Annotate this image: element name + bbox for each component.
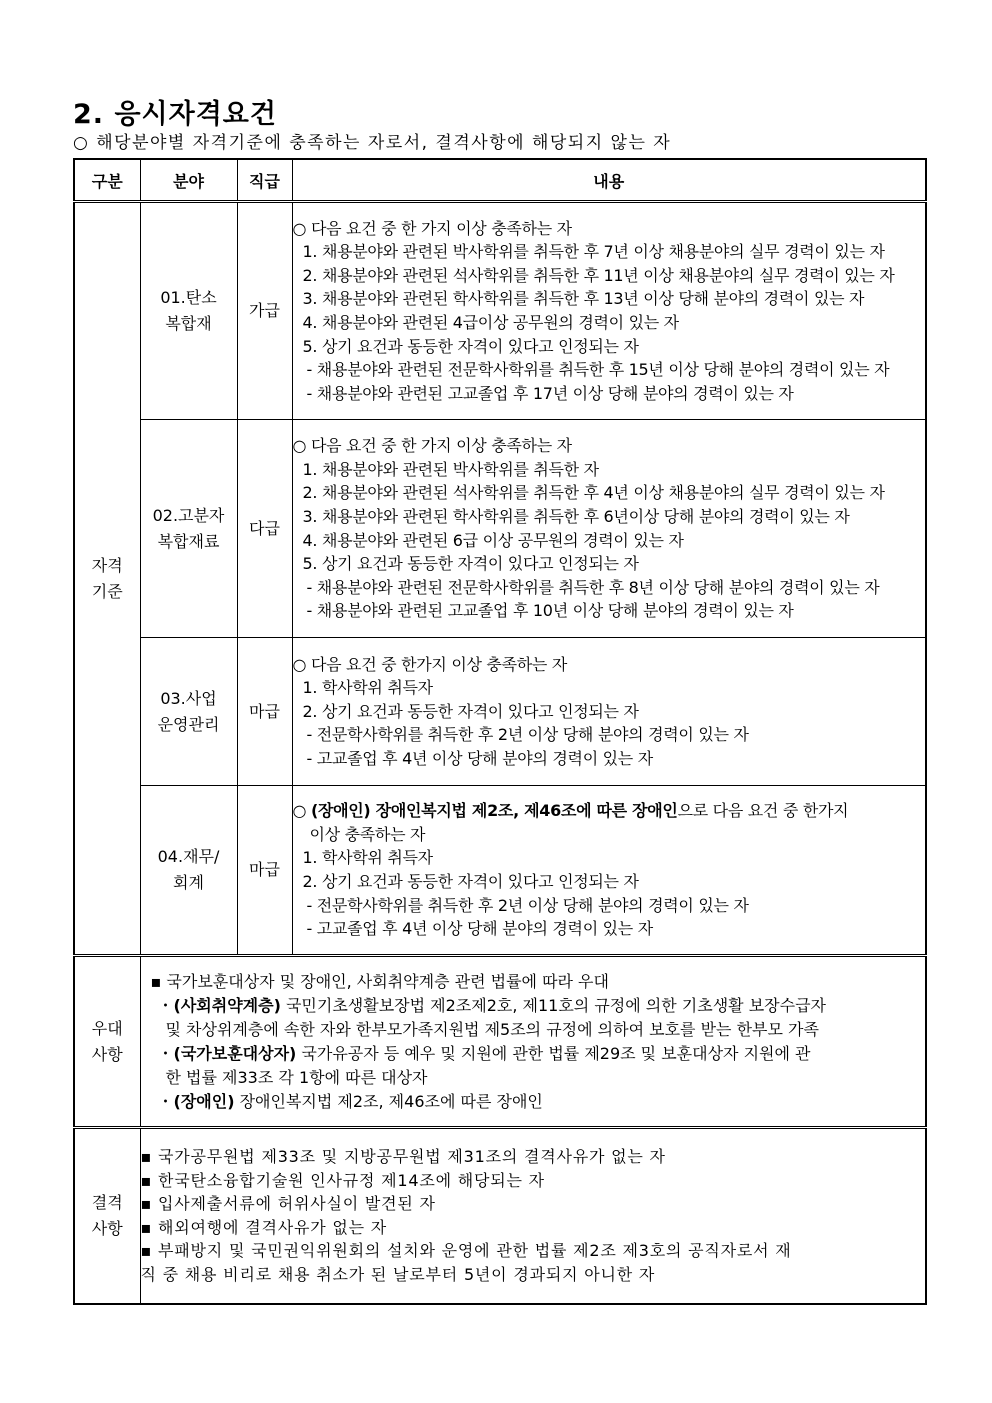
preference-row <box>74 956 926 1128</box>
list-item: 2. 상기 요건과 동등한 자격이 있다고 인정되는 자 <box>302 872 639 891</box>
field-name: 02.고분자 복합재료 <box>140 420 237 638</box>
section-title: 2. 응시자격요건 <box>73 99 277 130</box>
list-item: 5. 상기 요건과 동등한 자격이 있다고 인정되는 자 <box>302 554 639 574</box>
list-subitem: - 채용분야와 관련된 전문학사학위를 취득한 후 15년 이상 당해 분야의 경력이 있는 자 <box>306 360 890 380</box>
table-row <box>74 786 926 956</box>
list-item: 5. 상기 요건과 동등한 자격이 있다고 인정되는 자 <box>302 336 639 356</box>
list-item: 4. 채용분야와 관련된 6급 이상 공무원의 경력이 있는 자 <box>302 530 684 550</box>
list-subitem: - 고교졸업 후 4년 이상 당해 분야의 경력이 있는 자 <box>306 919 653 939</box>
list-item: 1. 채용분야와 관련된 박사학위를 취득한 후 7년 이상 채용분야의 실무 경력이 있는 자 <box>302 242 885 262</box>
table-row <box>74 638 926 786</box>
list-subitem: - 전문학사학위를 취득한 후 2년 이상 당해 분야의 경력이 있는 자 <box>306 725 749 745</box>
field-name: 01.탄소 복합재 <box>140 202 237 420</box>
field-name: 03.사업 운영관리 <box>140 638 237 786</box>
grade: 가급 <box>237 202 292 420</box>
requirement-content: ○ 다음 요건 중 한 가지 이상 충족하는 자 1. 채용분야와 관련된 박사학위를 취득한 자 2. 채용분야와 관련된 석사학위를 취득한 후 4년 이상 채용분야의 실무 경력이 있는 자 3. 채용분야와 관련된 학사학위를 취득한 후 6년이상 당해 분야의 경력이 있는 자 4. 채용분야와 관련된 6급 이상 공무원의 경력이 있는 자 5. 상기 요건과 동등한 자격이 있다고 인정되는 자 - 채용분야와 관련된 전문학사학위를 취득한 후 8년 이상 당해 분야의 경력이 있는 자 - 채용분야와 관련된 고교졸업 후 10년 이상 당해 분야의 경력이 있는 자 <box>292 420 926 638</box>
requirement-content: ○ 다음 요건 중 한가지 이상 충족하는 자 1. 학사학위 취득자 2. 상기 요건과 동등한 자격이 있다고 인정되는 자 - 전문학사학위를 취득한 후 2년 이상 당해 분야의 경력이 있는 자 - 고교졸업 후 4년 이상 당해 분야의 경력이 있는 자 <box>292 638 926 786</box>
list-item: 1. 채용분야와 관련된 박사학위를 취득한 자 <box>302 459 599 479</box>
disqualification-row <box>74 1128 926 1304</box>
list-item: 2. 채용분야와 관련된 석사학위를 취득한 후 4년 이상 채용분야의 실무 경력이 있는 자 <box>302 483 885 503</box>
disqualification-label: 결격 사항 <box>74 1128 140 1304</box>
list-item: 2. 상기 요건과 동등한 자격이 있다고 인정되는 자 <box>302 701 639 721</box>
list-item: ▪ 입사제출서류에 허위사실이 발견된 자 <box>140 1194 436 1214</box>
field-name: 04.재무/ 회계 <box>140 786 237 956</box>
list-item: 2. 채용분야와 관련된 석사학위를 취득한 후 11년 이상 채용분야의 실무 경력이 있는 자 <box>302 265 895 285</box>
qualification-label: 자격 기준 <box>74 202 140 956</box>
list-item: ▪ 국가공무원법 제33조 및 지방공무원법 제31조의 결격사유가 없는 자 <box>140 1147 666 1167</box>
section-subtitle: ○ 해당분야별 자격기준에 충족하는 자로서, 결격사항에 해당되지 않는 자 <box>73 133 672 153</box>
list-subitem: - 채용분야와 관련된 전문학사학위를 취득한 후 8년 이상 당해 분야의 경력이 있는 자 <box>306 577 880 597</box>
requirement-content: ○ (장애인) 장애인복지법 제2조, 제46조에 따른 장애인으로 다음 요건 중 한가지 이상 충족하는 자 1. 학사학위 취득자 2. 상기 요건과 동등한 자격이 있다고 인정되는 자 - 전문학사학위를 취득한 후 2년 이상 당해 분야의 경력이 있는 자 - 고교졸업 후 4년 이상 당해 분야의 경력이 있는 자 <box>292 786 926 956</box>
disqualification-content: ▪ 국가공무원법 제33조 및 지방공무원법 제31조의 결격사유가 없는 자 ▪ 한국탄소융합기술원 인사규정 제14조에 해당되는 자 ▪ 입사제출서류에 허위사실이 발견된 자 ▪ 해외여행에 결격사유가 없는 자 ▪ 부패방지 및 국민권익위원회의 설치와 운영에 관한 법률 제2조 제3호의 공직자로서 재 직 중 채용 비리로 채용 취소가 된 날로부터 5년이 경과되지 아니한 자 <box>140 1128 926 1304</box>
list-item: ▪ 해외여행에 결격사유가 없는 자 <box>140 1217 388 1237</box>
table-row <box>74 420 926 638</box>
list-item: ・(장애인) 장애인복지법 제2조, 제46조에 따른 장애인 <box>157 1091 543 1111</box>
list-subitem: - 고교졸업 후 4년 이상 당해 분야의 경력이 있는 자 <box>306 748 653 768</box>
list-item: 1. 학사학위 취득자 <box>302 678 433 698</box>
list-item: 1. 학사학위 취득자 <box>302 848 433 868</box>
grade: 마급 <box>237 638 292 786</box>
grade: 다급 <box>237 420 292 638</box>
list-item: ・(국가보훈대상자) 국가유공자 등 예우 및 지원에 관한 법률 제29조 및 보훈대상자 지원에 관 <box>157 1043 811 1063</box>
grade: 마급 <box>237 786 292 956</box>
list-item: 3. 채용분야와 관련된 학사학위를 취득한 후 6년이상 당해 분야의 경력이 있는 자 <box>302 506 850 526</box>
preference-content: ▪ 국가보훈대상자 및 장애인, 사회취약계층 관련 법률에 따라 우대 ・(사회취약계층) 국민기초생활보장법 제2조제2호, 제11호의 규정에 의한 기초생활 보장수급자 및 차상위계층에 속한 자와 한부모가족지원법 제5조의 규정에 의하여 보호를 받는 한부모 가족 ・(국가보훈대상자) 국가유공자 등 예우 및 지원에 관한 법률 제29조 및 보훈대상자 지원에 관 한 법률 제33조 각 1항에 따른 대상자 ・(장애인) 장애인복지법 제2조, 제46조에 따른 장애인 <box>140 956 926 1128</box>
preference-label: 우대 사항 <box>74 956 140 1128</box>
list-item: ・(사회취약계층) 국민기초생활보장법 제2조제2호, 제11호의 규정에 의한 기초생활 보장수급자 <box>157 995 826 1015</box>
list-subitem: - 채용분야와 관련된 고교졸업 후 17년 이상 당해 분야의 경력이 있는 자 <box>306 383 794 403</box>
requirement-lead: ○ (장애인) 장애인복지법 제2조, 제46조에 따른 장애인으로 다음 요건 중 한가지 <box>292 801 849 821</box>
list-subitem: - 전문학사학위를 취득한 후 2년 이상 당해 분야의 경력이 있는 자 <box>306 895 749 915</box>
list-item: 3. 채용분야와 관련된 학사학위를 취득한 후 13년 이상 당해 분야의 경력이 있는 자 <box>302 289 865 309</box>
disabled-emphasis: (장애인) 장애인복지법 제2조, 제46조에 따른 장애인 <box>310 801 678 821</box>
list-item: 4. 채용분야와 관련된 4급이상 공무원의 경력이 있는 자 <box>302 313 679 332</box>
table-header-row <box>74 159 926 202</box>
list-item: ▪ 한국탄소융합기술원 인사규정 제14조에 해당되는 자 <box>140 1170 545 1190</box>
header-field: 분야 <box>140 159 237 202</box>
list-subitem: - 채용분야와 관련된 고교졸업 후 10년 이상 당해 분야의 경력이 있는 자 <box>306 601 794 621</box>
requirement-content: ○ 다음 요건 중 한 가지 이상 충족하는 자 1. 채용분야와 관련된 박사학위를 취득한 후 7년 이상 채용분야의 실무 경력이 있는 자 2. 채용분야와 관련된 석사학위를 취득한 후 11년 이상 채용분야의 실무 경력이 있는 자 3. 채용분야와 관련된 학사학위를 취득한 후 13년 이상 당해 분야의 경력이 있는 자 4. 채용분야와 관련된 4급이상 공무원의 경력이 있는 자 5. 상기 요건과 동등한 자격이 있다고 인정되는 자 - 채용분야와 관련된 전문학사학위를 취득한 후 15년 이상 당해 분야의 경력이 있는 자 - 채용분야와 관련된 고교졸업 후 17년 이상 당해 분야의 경력이 있는 자 <box>292 202 926 420</box>
header-content: 내용 <box>292 159 926 202</box>
header-grade: 직급 <box>237 159 292 202</box>
list-item: ▪ 부패방지 및 국민권익위원회의 설치와 운영에 관한 법률 제2조 제3호의 공직자로서 재 <box>140 1241 792 1261</box>
table-row <box>74 202 926 420</box>
requirements-table <box>73 158 927 1305</box>
header-category: 구분 <box>74 159 140 202</box>
